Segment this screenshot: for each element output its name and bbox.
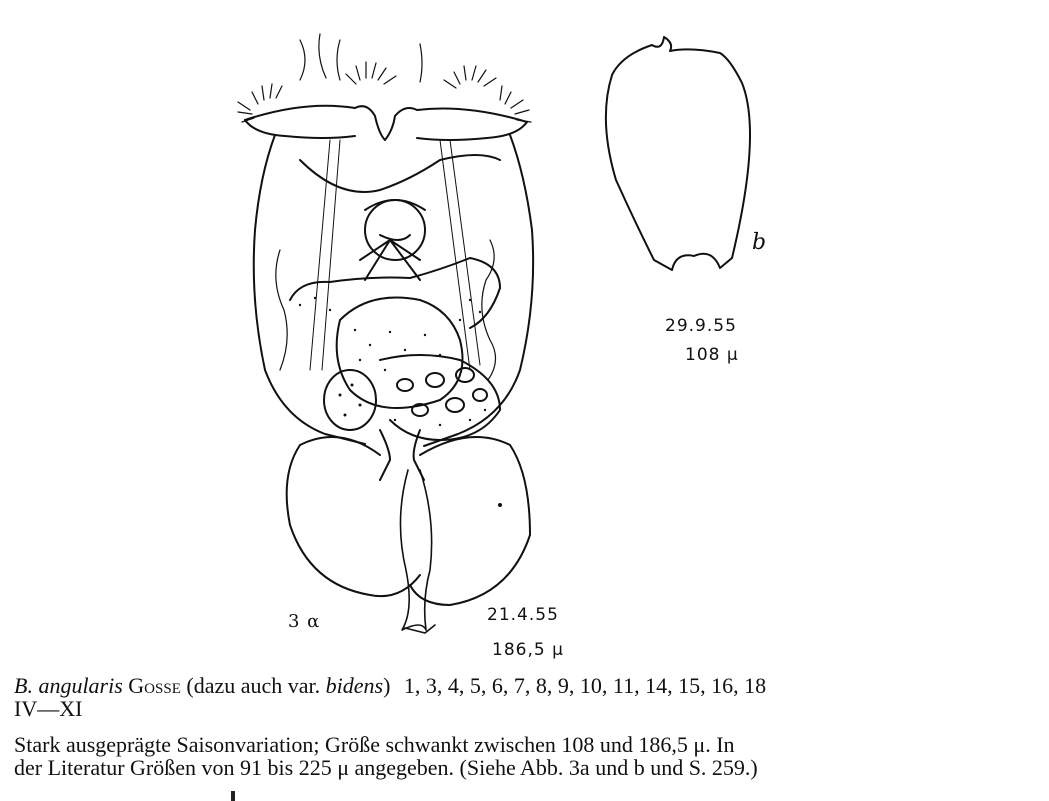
month-range: IV—XI xyxy=(14,696,83,721)
species-name: B. angularis xyxy=(14,673,123,698)
description-line-1: Stark ausgeprägte Saisonvariation; Größe schwankt zwischen 108 und 186,5 μ. In xyxy=(14,732,735,757)
site-list: 1, 3, 4, 5, 6, 7, 8, 9, 10, 11, 14, 15, 16, 18 xyxy=(403,673,767,698)
figure-3a-date: 21.4.55 xyxy=(487,605,559,625)
page-edge-mark xyxy=(231,791,235,801)
figure-3a-size: 186,5 μ xyxy=(492,640,564,660)
description-line-2: der Literatur Größen von 91 bis 225 μ angegeben. (Siehe Abb. 3a und b und S. 259.) xyxy=(14,755,758,780)
figure-b-drawing xyxy=(606,37,750,270)
variety-open: (dazu auch var. xyxy=(186,673,321,698)
species-heading xyxy=(14,674,1039,697)
figure-3a-drawing xyxy=(238,34,533,633)
species-author: Gosse xyxy=(128,673,181,698)
variety-name: bidens xyxy=(325,673,384,698)
figure-3a-label: 3 α xyxy=(288,611,321,632)
figure-b-date: 29.9.55 xyxy=(665,316,737,336)
figure-b-label: b xyxy=(752,230,768,255)
figure-b-size: 108 μ xyxy=(685,345,739,365)
variety-close: ) xyxy=(383,673,391,698)
